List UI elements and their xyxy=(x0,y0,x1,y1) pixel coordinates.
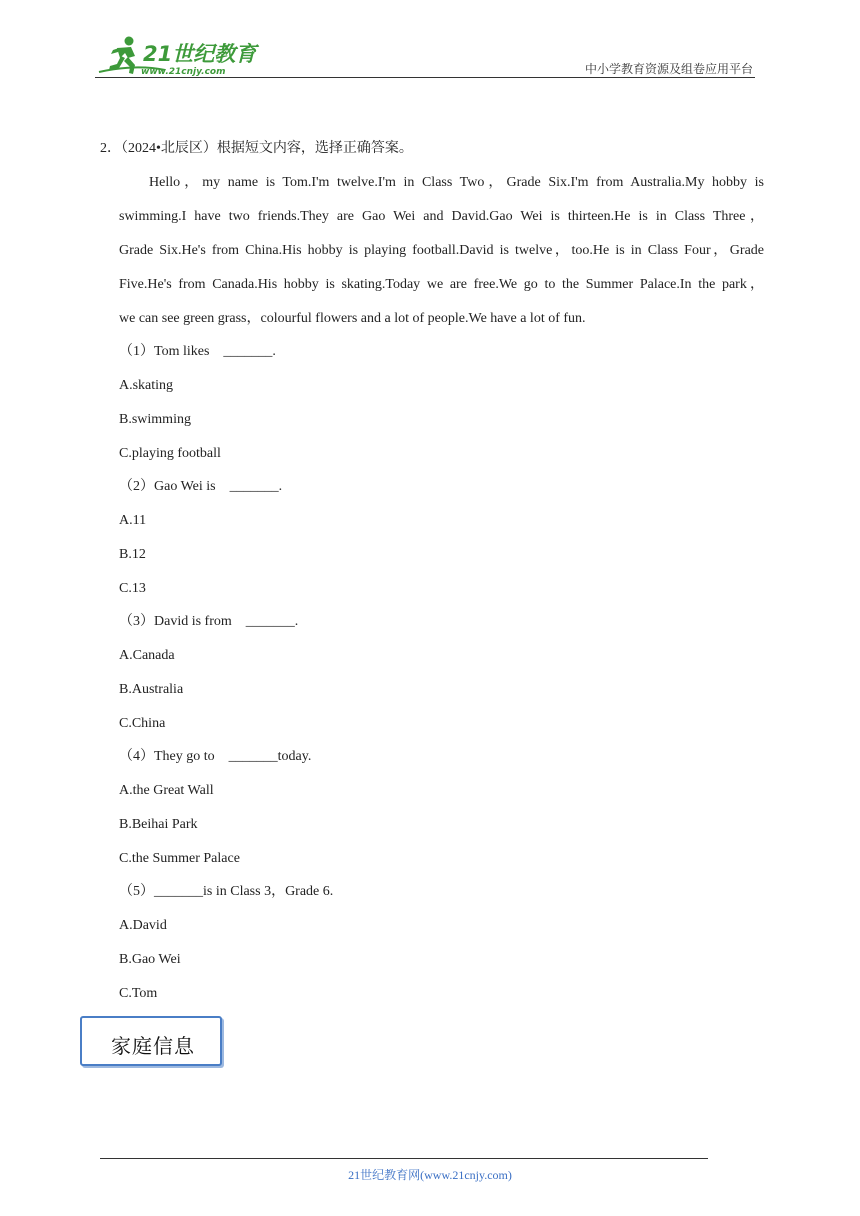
svg-text:21世纪教育: 21世纪教育 xyxy=(143,42,257,66)
family-info-box xyxy=(80,1016,222,1066)
answer-option: A.the Great Wall xyxy=(119,783,214,798)
svg-text:www.21cnjy.com: www.21cnjy.com xyxy=(141,67,226,77)
passage-line: we can see green grass，colourful flowers and a lot of people.We have a lot of fun. xyxy=(119,311,586,326)
passage-line: Grade Six.He's from China.His hobby is playing football.David is twelve，too.He is in Class Four，Grade xyxy=(119,243,764,258)
answer-option: B.Beihai Park xyxy=(119,817,198,832)
footer-divider xyxy=(100,1158,708,1159)
answer-option: B.12 xyxy=(119,547,146,562)
answer-option: B.Australia xyxy=(119,682,184,697)
sub-question-stem: （4）They go to _______today. xyxy=(119,749,312,764)
answer-option: A.Canada xyxy=(119,648,175,663)
answer-option: A.11 xyxy=(119,513,147,528)
passage-line: Hello，my name is Tom.I'm twelve.I'm in Class Two，Grade Six.I'm from Australia.My hobby is xyxy=(149,175,764,190)
family-info-label: 家庭信息 xyxy=(111,1034,195,1058)
sub-question-stem: （3）David is from _______. xyxy=(119,614,299,629)
question-title: 2．（2024•北辰区）根据短文内容，选择正确答案。 xyxy=(100,141,413,156)
answer-option: B.Gao Wei xyxy=(119,952,181,967)
sub-question-stem: （1）Tom likes _______. xyxy=(119,344,276,359)
header-divider xyxy=(95,77,755,78)
answer-option: C.Tom xyxy=(119,986,158,1001)
answer-option: A.David xyxy=(119,918,167,933)
sub-question-stem: （2）Gao Wei is _______. xyxy=(119,479,283,494)
answer-option: B.swimming xyxy=(119,412,191,427)
answer-option: C.the Summer Palace xyxy=(119,851,240,866)
answer-option: C.China xyxy=(119,716,166,731)
footer-link[interactable]: 21世纪教育网(www.21cnjy.com) xyxy=(348,1168,512,1182)
answer-option: C.13 xyxy=(119,581,146,596)
answer-option: C.playing football xyxy=(119,446,221,461)
answer-option: A.skating xyxy=(119,378,174,393)
header-platform-text: 中小学教育资源及组卷应用平台 xyxy=(584,62,753,76)
page-header xyxy=(95,30,755,80)
sub-question-stem: （5）_______is in Class 3，Grade 6. xyxy=(119,884,334,899)
logo-21cnjy xyxy=(95,34,260,78)
passage-line: swimming.I have two friends.They are Gao Wei and David.Gao Wei is thirteen.He is in Class Three， xyxy=(119,209,764,224)
passage-line: Five.He's from Canada.His hobby is skating.Today we are free.We go to the Summer Palace.In the park， xyxy=(119,277,764,292)
